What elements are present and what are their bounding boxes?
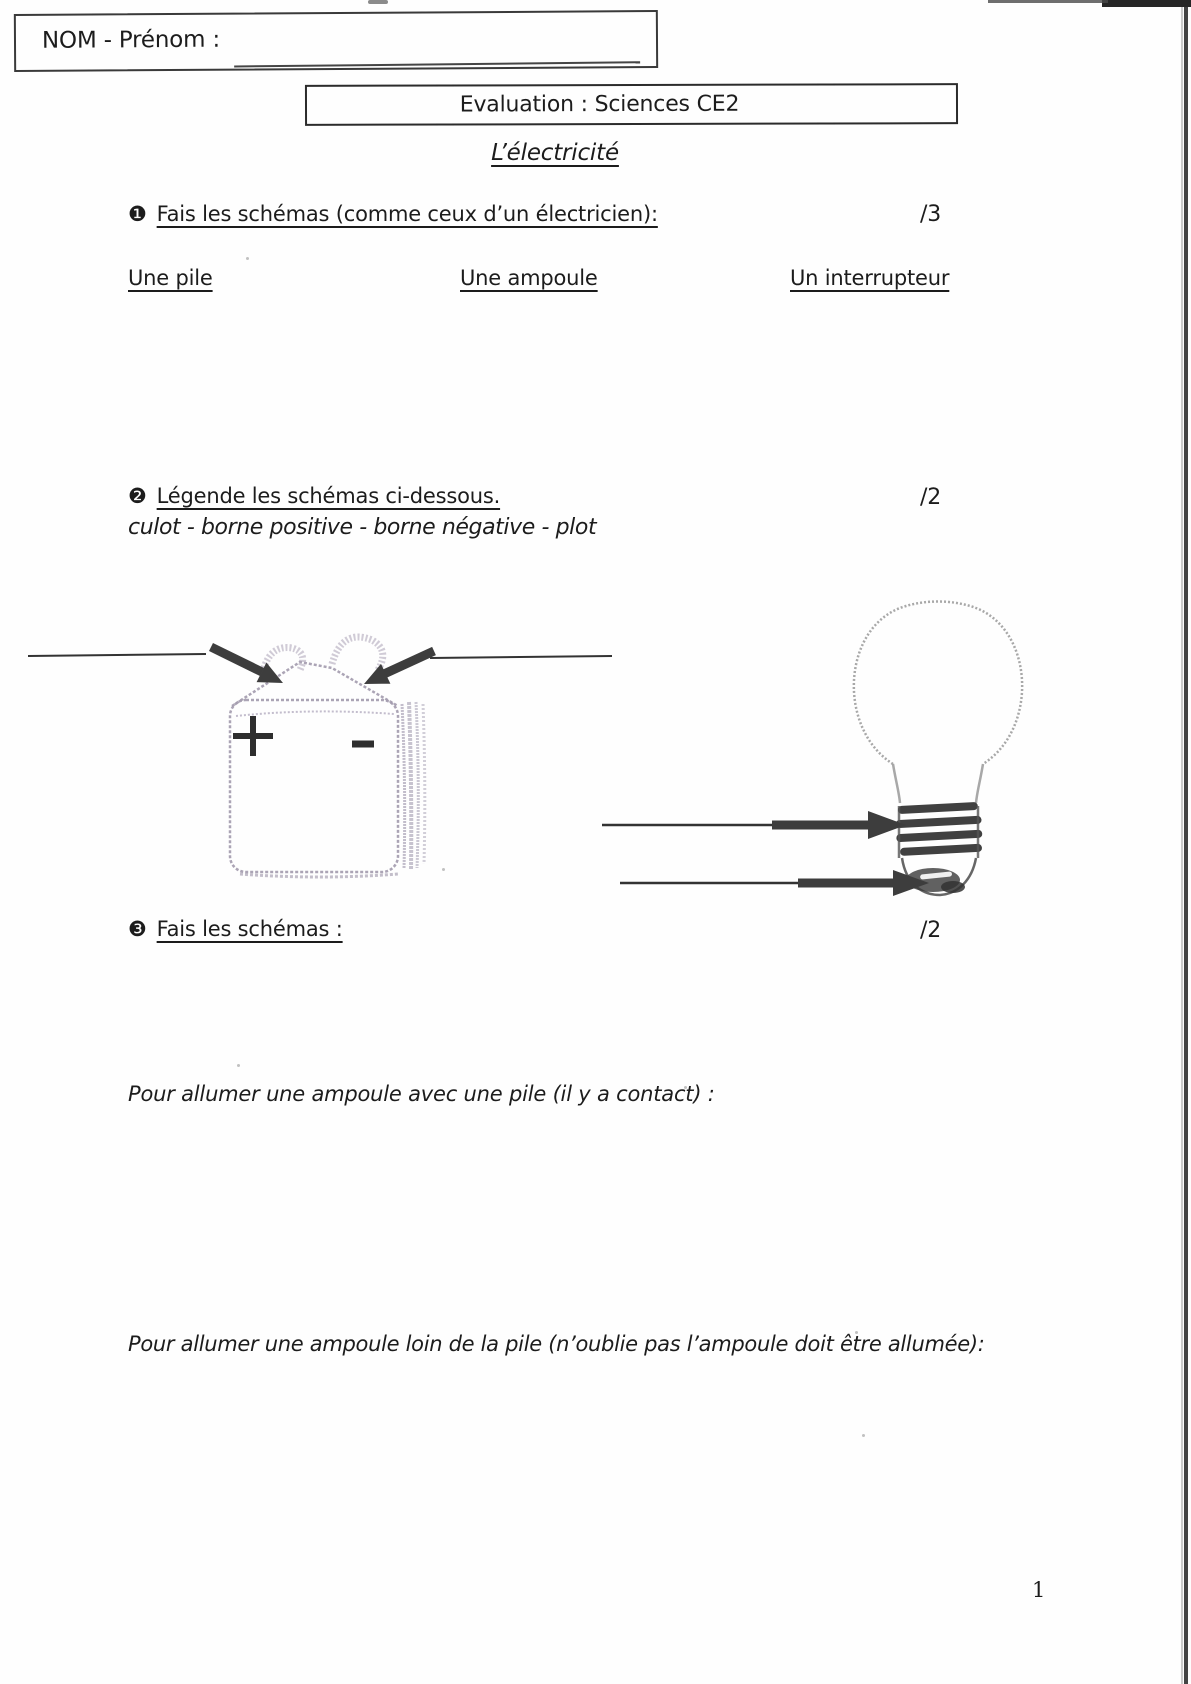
scan-speck	[246, 257, 249, 260]
name-box	[14, 10, 658, 72]
bulb-screw-threads	[895, 802, 983, 856]
q1-bullet: ❶	[128, 202, 147, 226]
q2-bullet: ❷	[128, 484, 147, 508]
name-label: NOM - Prénom :	[41, 26, 221, 54]
q3-prompt-loin: Pour allumer une ampoule loin de la pile (n’oublie pas l’ampoule doit être allumée):	[128, 1332, 985, 1356]
question-2-heading: ❷ Légende les schémas ci-dessous.	[128, 484, 501, 508]
q2-word-bank: culot - borne positive - borne négative - plot	[128, 515, 597, 540]
question-1-heading: ❶ Fais les schémas (comme ceux d’un électricien):	[128, 202, 658, 226]
question-3-heading: ❸ Fais les schémas :	[128, 917, 343, 941]
q2-figures	[0, 560, 1191, 920]
scan-top-line	[988, 0, 1108, 3]
bulb-sketch	[854, 602, 1022, 896]
page-number: 1	[1032, 1578, 1046, 1602]
q1-column-interrupteur: Un interrupteur	[790, 266, 950, 290]
scan-edge-line	[1184, 0, 1188, 1684]
q3-score: /2	[920, 918, 942, 943]
bulb-pointer-arrows	[602, 811, 929, 896]
subtitle-wrap	[0, 140, 1110, 166]
scan-speck	[237, 1064, 240, 1067]
q3-bullet: ❸	[128, 917, 147, 941]
scan-speck	[862, 1434, 865, 1437]
arrow-shaft-right	[384, 651, 434, 674]
answer-line-battery-left	[28, 654, 206, 656]
scan-edge-shadow	[1181, 0, 1183, 1684]
scan-speck	[855, 1331, 858, 1334]
page-title: Evaluation : Sciences CE2	[459, 91, 740, 118]
q1-score: /3	[920, 202, 942, 227]
scan-top-speck	[368, 0, 388, 4]
q1-column-ampoule: Une ampoule	[460, 266, 598, 290]
battery-terminal-right	[332, 637, 383, 670]
q3-prompt-contact: Pour allumer une ampoule avec une pile (il y a contact) :	[128, 1082, 715, 1106]
arrow-shaft-left	[211, 647, 262, 672]
battery-pointer-arrows	[211, 647, 434, 684]
scan-speck	[684, 1086, 687, 1089]
scan-speck	[442, 868, 445, 871]
q2-score: /2	[920, 485, 942, 510]
answer-line-battery-right	[430, 656, 612, 658]
battery-sketch	[0, 560, 425, 877]
name-answer-line	[234, 61, 640, 67]
subtitle: L’électricité	[491, 140, 619, 166]
scan-top-corner-mark	[1102, 0, 1191, 7]
battery-polarity-marks	[233, 716, 374, 756]
q1-column-pile: Une pile	[128, 266, 213, 290]
title-box	[305, 83, 958, 126]
